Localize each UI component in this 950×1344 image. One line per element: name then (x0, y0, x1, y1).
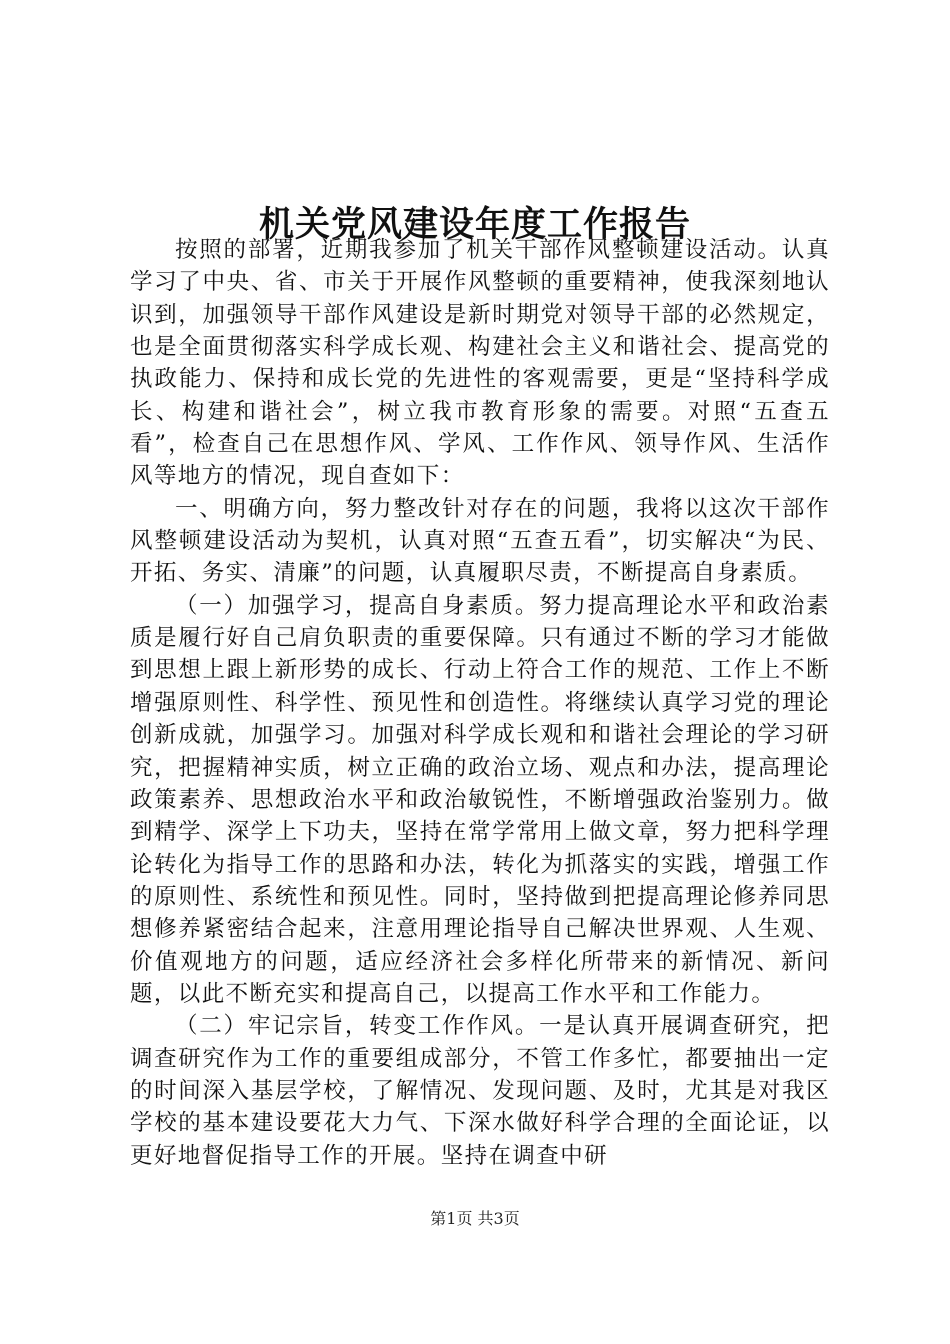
page-footer: 第1页 共3页 (430, 1209, 520, 1228)
paragraph-subsection-2: （二）牢记宗旨，转变工作作风。一是认真开展调查研究，把调查研究作为工作的重要组成部分，不管工作多忙，都要抽出一定的时间深入基层学校，了解情况、发现问题、及时，尤其是对我区学校的基本建设要花大力气、下深水做好科学合理的全面论证，以更好地督促指导工作的开展。坚持在调查中研 (130, 1013, 830, 1169)
paragraph-section-1: 一、明确方向，努力整改针对存在的问题，我将以这次干部作风整顿建设活动为契机，认真对照“五查五看”，切实解决“为民、开拓、务实、清廉”的问题，认真履职尽责，不断提高自身素质。 (130, 495, 830, 587)
paragraph-subsection-1: （一）加强学习，提高自身素质。努力提高理论水平和政治素质是履行好自己肩负职责的重要保障。只有通过不断的学习才能做到思想上跟上新形势的成长、行动上符合工作的规范、工作上不断增强原则性、科学性、预见性和创造性。将继续认真学习党的理论创新成就，加强学习。加强对科学成长观和和谐社会理论的学习研究，把握精神实质，树立正确的政治立场、观点和办法，提高理论政策素养、思想政治水平和政治敏锐性，不断增强政治鉴别力。做到精学、深学上下功夫，坚持在常学常用上做文章，努力把科学理论转化为指导工作的思路和办法，转化为抓落实的实践，增强工作的原则性、系统性和预见性。同时，坚持做到把提高理论修养同思想修养紧密结合起来，注意用理论指导自己解决世界观、人生观、价值观地方的问题，适应经济社会多样化所带来的新情况、新问题，以此不断充实和提高自己，以提高工作水平和工作能力。 (130, 592, 830, 1007)
document-title: 机关党风建设年度工作报告 (258, 204, 691, 246)
paragraph-intro: 按照的部署，近期我参加了机关干部作风整顿建设活动。认真学习了中央、省、市关于开展作风整顿的重要精神，使我深刻地认识到，加强领导干部作风建设是新时期党对领导干部的必然规定，也是全面贯彻落实科学成长观、构建社会主义和谐社会、提高党的执政能力、保持和成长党的先进性的客观需要，更是“坚持科学成长、构建和谐社会”，树立我市教育形象的需要。对照“五查五看”，检查自己在思想作风、学风、工作作风、领导作风、生活作风等地方的情况，现自查如下： (130, 237, 830, 490)
document-body (130, 234, 830, 1172)
